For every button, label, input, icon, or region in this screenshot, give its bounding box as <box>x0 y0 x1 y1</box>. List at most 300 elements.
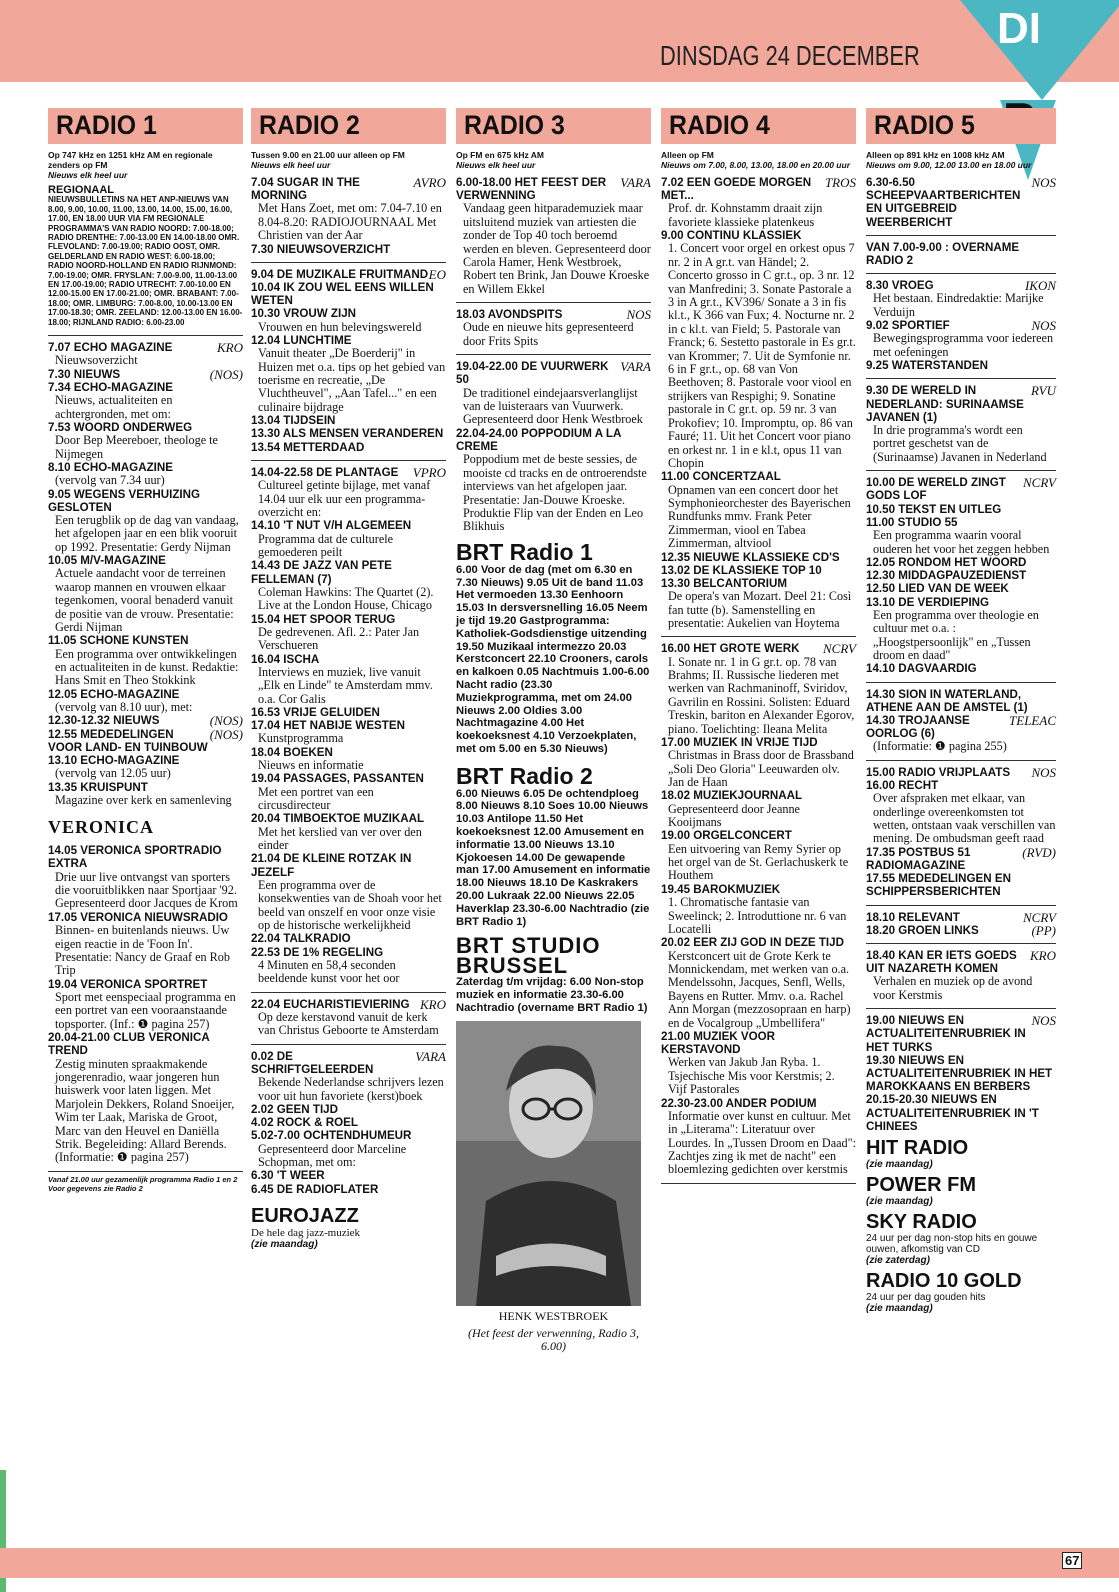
program-description: Binnen- en buitenlands nieuws. Uw eigen reactie in de 'Foon In'. Presentatie: Nancy de Graaf en Rob Trip <box>55 923 230 978</box>
program-title-text: 22.04 TALKRADIO <box>251 932 351 946</box>
program-description: Een uitvoering van Remy Syrier op het orgel van de St. Gerlachuskerk te Houthem <box>668 841 849 883</box>
program-description: Gepresenteerd door Jeanne Kooijmans <box>668 801 800 830</box>
divider <box>866 378 1056 379</box>
program-title <box>251 519 446 532</box>
program-description: Poppodium met de beste sessies, de mooiste cd tracks en de ontroerendste interviews van het afgelopen jaar. Presentatie: Jan-Douwe Kroeske. Produktie Flip van der Enden en Leo Blikhuis <box>463 452 647 534</box>
program-title <box>48 728 243 754</box>
program-description: Een programma over de konsekwenties van de Shoah voor het beeld van onszelf en voor onze visie op de historische werkelijkheid <box>258 877 442 933</box>
radio4-header <box>661 108 856 144</box>
veronica-logo: VERONICA <box>48 817 155 838</box>
program-title <box>866 476 1056 502</box>
radio1-note-text: Op 747 kHz en 1251 kHz AM en regionale zenders op FM <box>48 150 213 170</box>
program-title <box>866 503 1056 516</box>
program-title <box>661 564 856 577</box>
program-item <box>48 978 243 1031</box>
program-item <box>866 569 1056 582</box>
program-title-text: 18.20 GROEN LINKS <box>866 923 979 937</box>
program-title <box>251 1183 446 1196</box>
program-title <box>48 844 243 870</box>
program-item <box>661 829 856 882</box>
program-title-text: 7.02 EEN GOEDE MORGEN MET... <box>661 176 812 203</box>
program-description: Coleman Hawkins: The Quartet (2). Live at the London House, Chicago <box>258 584 434 613</box>
broadcaster-label: (NOS) <box>209 726 243 742</box>
program-item <box>251 1116 446 1129</box>
program-description: (Informatie: ❶ pagina 255) <box>873 739 1007 754</box>
broadcaster-label: (NOS) <box>209 366 243 382</box>
program-description: 1. Concert voor orgel en orkest opus 7 nr. 2 in A gr.t. van Händel; 2. Concerto grosso in C gr.t., op. 3 nr. 12 van Manfredini; 3. Sonate Pastorale a 3 in A gr.t., KV396/ Sonate a 3 in fis kl.t., K 366 van Fux; 4. Nocturne nr. 2 in c kl.t. van Field; 5. Pastorale van Franck; 6. Sestetto pastorale in Es gr.t. van Krommer; 7. Uit de Symfonie nr. 6 in F gr.t., op. 68 van Von Beethoven; 8. Pastorale voor viool en strijkers van Respighi; 9. Sonatine pastorale in C gr.t. op. 59 nr. 3 van Prokofiev; 10. Impromptu, op. 86 van Fauré; 11. Uit het Concert voor piano en orkest nr. 1 in e kl.t, opus 11 van Chopin <box>668 241 856 470</box>
program-title-text: 22.53 DE 1% REGELING <box>251 945 384 959</box>
program-item <box>866 688 1056 714</box>
divider <box>866 273 1056 274</box>
program-item <box>866 279 1056 319</box>
program-title-text: 12.30-12.32 NIEUWS <box>48 714 160 728</box>
program-title <box>251 441 446 454</box>
program-description: De traditionel eindejaarsverlanglijst van de luisteraars van Vuurwerk. Gepresenteerd door Henk Westbroek <box>463 385 643 427</box>
program-title <box>251 772 446 785</box>
radio3-title: RADIO 3 <box>464 110 565 140</box>
radio3-note <box>456 150 651 170</box>
program-title <box>866 766 1056 779</box>
program-title-text: 22.30-23.00 ANDER PODIUM <box>661 1096 817 1110</box>
program-title-text: 20.15-20.30 NIEUWS EN ACTUALITEITENRUBRIEK IN 'T CHINEES <box>866 1093 1039 1133</box>
program-description: Informatie over kunst en cultuur. Met in „Literama": Literatuur over Lourdes. In „Tussen Droom en Daad": Zachtjes zing ik met de nacht" een bloemlezing gedichten over kerstmis <box>668 1108 856 1177</box>
divider <box>251 1044 446 1045</box>
broadcaster-label: NOS <box>1031 764 1056 780</box>
program-title-text: 12.05 RONDOM HET WOORD <box>866 555 1027 569</box>
program-title <box>866 949 1056 975</box>
broadcaster-label: NCRV <box>1023 909 1056 925</box>
program-title-text: 6.30-6.50 SCHEEPVAARTBERICHTEN EN UITGEBREID WEERBERICHT <box>866 176 1021 229</box>
radio3-column <box>456 108 651 1353</box>
program-title-text: 16.53 VRIJE GELUIDEN <box>251 705 380 719</box>
program-item <box>48 381 243 421</box>
radio2-header <box>251 108 446 144</box>
program-title <box>866 1093 1056 1133</box>
program-item <box>251 1183 446 1196</box>
page-date: DINSDAG 24 DECEMBER <box>660 40 920 71</box>
program-title-text: 10.00 DE WERELD ZINGT GODS LOF <box>866 476 1006 503</box>
radio2-note-sub: Nieuws elk heel uur <box>251 160 331 170</box>
radio4-note-sub: Nieuws om 7.00, 8.00, 13.00, 18.00 en 20.00 uur <box>661 160 850 170</box>
program-item <box>866 476 1056 502</box>
program-title-text: 16.00 HET GROTE WERK <box>661 642 800 656</box>
program-title-text: 10.04 IK ZOU WEL EENS WILLEN WETEN <box>251 281 434 308</box>
program-item <box>251 772 446 812</box>
power-fm-sub: (zie maandag) <box>866 1196 933 1208</box>
program-item <box>866 662 1056 675</box>
program-title-text: 20.02 EER ZIJ GOD IN DEZE TIJD <box>661 936 844 950</box>
program-item <box>48 421 243 461</box>
program-item <box>661 176 856 229</box>
program-title-text: 17.04 HET NABIJE WESTEN <box>251 719 405 733</box>
program-title <box>661 470 856 483</box>
divider <box>661 1183 856 1184</box>
radio5-note <box>866 150 1056 170</box>
program-item <box>661 564 856 577</box>
broadcaster-label: NOS <box>1031 175 1056 190</box>
program-title <box>456 427 651 453</box>
program-item <box>866 516 1056 556</box>
program-title-text: 13.10 ECHO-MAGAZINE <box>48 754 180 768</box>
radio3-header <box>456 108 651 144</box>
radio4-note-text: Alleen op FM <box>661 150 714 160</box>
radio4-column <box>661 108 856 1189</box>
program-title-text: 20.04 TIMBOEKTOE MUZIKAAL <box>251 812 425 826</box>
radio4-note <box>661 150 856 170</box>
radio10-title: RADIO 10 GOLD <box>866 1270 1022 1293</box>
broadcaster-label: VARA <box>620 359 651 375</box>
program-description: Magazine over kerk en samenleving <box>55 792 232 807</box>
program-title-text: 19.04-22.00 DE VUURWERK 50 <box>456 360 609 387</box>
program-title <box>251 946 446 959</box>
program-description: Bekende Nederlandse schrijvers lezen voor uit hun favoriete (kerst)boek <box>258 1075 444 1103</box>
program-title <box>661 789 856 802</box>
divider <box>866 1008 1056 1009</box>
program-item <box>456 176 651 296</box>
radio4-title: RADIO 4 <box>669 110 770 140</box>
program-title <box>866 662 1056 675</box>
program-description: Prof. dr. Kohnstamm draait zijn favoriete klassieke platenkeus <box>668 201 823 229</box>
program-item <box>661 883 856 936</box>
program-title <box>661 1030 856 1056</box>
program-item <box>866 359 1056 372</box>
program-item <box>251 243 446 256</box>
program-title-text: 17.00 MUZIEK IN VRIJE TIJD <box>661 736 818 750</box>
program-title-text: 20.04-21.00 CLUB VERONICA TREND <box>48 1031 210 1058</box>
program-title-text: 10.05 M/V-MAGAZINE <box>48 554 166 568</box>
radio5-title: RADIO 5 <box>874 110 975 140</box>
program-description: Op deze kerstavond vanuit de kerk van Christus Geboorte te Amsterdam <box>258 1009 439 1038</box>
broadcaster-label: VARA <box>620 175 651 190</box>
radio5-column <box>866 108 1056 1314</box>
broadcaster-label: EO <box>428 266 446 282</box>
program-title-text: 19.00 NIEUWS EN ACTUALITEITENRUBRIEK IN HET TURKS <box>866 1014 1026 1054</box>
program-title-text: 19.04 VERONICA SPORTRET <box>48 977 208 991</box>
divider <box>456 302 651 303</box>
program-title-text: 17.05 VERONICA NIEUWSRADIO <box>48 910 228 924</box>
divider <box>661 636 856 637</box>
program-title <box>251 653 446 666</box>
program-description: Oude en nieuwe hits gepresenteerd door Frits Spits <box>463 320 634 348</box>
program-description: Nieuws, actualiteiten en achtergronden, met om: <box>55 393 173 421</box>
program-title <box>456 176 651 202</box>
program-item <box>48 368 243 381</box>
program-description: Een terugblik op de dag van vandaag, het afgelopen jaar en een blik vooruit op 1992. Presentatie: Gerdy Nijman <box>55 512 239 554</box>
program-title-text: 17.35 POSTBUS 51 RADIOMAGAZINE <box>866 845 971 872</box>
program-description: I. Sonate nr. 1 in G gr.t. op. 78 van Brahms; II. Russische liederen met werken van Rachmaninoff, Sviridov, Gavrilin en Rossini. Solisten: Eduard Treskin, bariton en Alexander Egorov, piano. Toelichting: Ileana Melita <box>668 654 855 736</box>
program-title <box>48 781 243 794</box>
program-title-text: 10.50 TEKST EN UITLEG <box>866 502 1002 516</box>
program-title-text: 9.05 WEGENS VERHUIZING GESLOTEN <box>48 487 201 514</box>
program-title-text: 14.10 'T NUT V/H ALGEMEEN <box>251 519 412 533</box>
program-item <box>866 872 1056 898</box>
divider <box>866 682 1056 683</box>
program-title-text: 14.04-22.58 DE PLANTAGE <box>251 465 399 479</box>
program-title-text: 15.00 RADIO VRIJPLAATS <box>866 765 1011 779</box>
program-title <box>866 924 1056 937</box>
program-item <box>251 441 446 454</box>
divider <box>251 262 446 263</box>
program-title-text: 7.30 NIEUWSOVERZICHT <box>251 242 391 256</box>
program-description: Met Hans Zoet, met om: 7.04-7.10 en 8.04-8.20: RADIOJOURNAAL Met Christien van der Aar <box>258 201 442 243</box>
program-title-text: 18.03 AVONDSPITS <box>456 308 563 322</box>
program-title <box>48 1031 243 1057</box>
sky-radio-title: SKY RADIO <box>866 1211 977 1234</box>
program-title-text: 0.02 DE SCHRIFTGELEERDEN <box>251 1049 374 1076</box>
program-title-text: 11.00 CONCERTZAAL <box>661 470 781 484</box>
program-description: Interviews en muziek, live vanuit „Elk en Linde" te Amsterdam mmv. o.a. Cor Galis <box>258 664 433 706</box>
broadcaster-label: NCRV <box>823 641 856 657</box>
program-title-text: 8.10 ECHO-MAGAZINE <box>48 460 173 474</box>
program-title <box>48 488 243 514</box>
brt1-schedule: 6.00 Voor de dag (met om 6.30 en 7.30 Nieuws) 9.05 Uit de band 11.03 Het vermoeden 13.30 Eenhoorn 15.03 In dersversnelling 16.05 Neem je tijd 19.20 Gastprogramma: Katholiek-Godsdienstige uitzending 19.50 Muzikaal intermezzo 20.03 Kerstconcert 22.10 Crooners, carols en kalkoen 0.05 Nachtmuis 1.00-6.00 Nacht radio (23.30 Muziekprogramma, met om 24.00 Nieuws 2.00 Oldies 3.00 Nachtmagazine 4.00 Het koekoeksnest 4.10 Verzoekplaten, met om 5.00 en 5.30 Nieuws) <box>456 563 650 755</box>
program-item <box>251 559 446 612</box>
program-title-text: 12.05 ECHO-MAGAZINE <box>48 687 180 701</box>
program-description: (vervolg van 12.05 uur) <box>55 766 171 781</box>
radio3-note-sub: Nieuws elk heel uur <box>456 160 536 170</box>
program-title-text: 6.45 DE RADIOFLATER <box>251 1182 379 1196</box>
program-item <box>866 766 1056 779</box>
program-title-text: 7.34 ECHO-MAGAZINE <box>48 380 173 394</box>
program-item <box>48 688 243 715</box>
radio1-bottom-note: Vanaf 21.00 uur gezamenlijk programma Radio 1 en 2 Voor gegevens zie Radio 2 <box>48 1171 243 1193</box>
radio1-column <box>48 108 243 1193</box>
program-description: Werken van Jakub Jan Ryba. 1. Tsjechische Mis voor Kerstmis; 2. Vijf Pastorales <box>668 1055 835 1097</box>
veronica-programs <box>48 844 243 1165</box>
divider <box>866 470 1056 471</box>
program-item <box>866 582 1056 595</box>
program-item <box>866 779 1056 846</box>
program-title-text: 22.04 EUCHARISTIEVIERING <box>251 997 410 1011</box>
program-item <box>251 998 446 1038</box>
program-title-text: 13.35 KRUISPUNT <box>48 780 148 794</box>
program-description: Met het kerslied van ver over den einder <box>258 824 422 853</box>
program-title-text: 9.25 WATERSTANDEN <box>866 359 988 373</box>
program-title-text: 18.02 MUZIEKJOURNAAL <box>661 789 803 803</box>
program-title-text: 13.10 DE VERDIEPING <box>866 595 990 609</box>
program-title <box>48 368 243 381</box>
program-item <box>866 1014 1056 1054</box>
footer-band <box>0 1548 1119 1578</box>
program-description: Opnamen van een concert door het Symphonieorchester des Bayerischen Rundfunks mmv. Frank Peter Zimmerman, viool en Tabea Zimmerman, altviool <box>668 482 851 551</box>
studio-brussel-schedule: Zaterdag t/m vrijdag: 6.00 Non-stop muziek en informatie 23.30-6.00 Nachtradio (overname BRT Radio 1) <box>456 976 648 1015</box>
program-item <box>866 176 1056 229</box>
radio5-header <box>866 108 1056 144</box>
program-description: Christmas in Brass door de Brassband „Soli Deo Gloria" Leeuwarden olv. Jan de Haan <box>668 748 854 790</box>
program-description: Een programma waarin vooral ouderen het voor het zeggen hebben <box>873 528 1050 556</box>
program-title <box>251 1116 446 1129</box>
program-item <box>866 503 1056 516</box>
program-title <box>251 812 446 825</box>
program-title <box>661 551 856 564</box>
program-description: Actuele aandacht voor de terreinen waarop mannen en vrouwen elkaar tegenkomen, vooral benaderd vanuit de positie van de vrouw. Presentatie: Gerdi Nijman <box>55 566 234 634</box>
program-item <box>48 754 243 781</box>
program-title <box>866 911 1056 924</box>
program-description: Nieuws en informatie <box>258 758 364 772</box>
portrait-illustration <box>456 1021 641 1306</box>
program-title <box>251 998 446 1011</box>
photo-caption: HENK WESTBROEK <box>498 1308 609 1323</box>
program-item <box>251 427 446 440</box>
program-item <box>456 308 651 348</box>
brt1-title: BRT Radio 1 <box>456 538 593 565</box>
divider <box>866 235 1056 236</box>
program-item <box>661 1097 856 1177</box>
program-description: Kunstprogramma <box>258 731 344 746</box>
program-title-text: 4.02 ROCK & ROEL <box>251 1116 358 1130</box>
power-fm-title: POWER FM <box>866 1174 976 1197</box>
program-item <box>661 577 856 630</box>
program-description: Over afspraken met elkaar, van onderlinge overeenkomsten tot wetten, ontstaan vaak verschillen van mening. De ombudsman geeft raad <box>873 791 1056 846</box>
program-title-text: 18.10 RELEVANT <box>866 910 960 924</box>
program-title <box>661 642 856 655</box>
radio3-note-text: Op FM en 675 kHz AM <box>456 150 545 160</box>
program-title-text: 9.30 DE WERELD IN NEDERLAND: SURINAAMSE JAVANEN (1) <box>866 384 1024 424</box>
program-title <box>251 1129 446 1142</box>
program-item <box>48 554 243 634</box>
program-item <box>251 1129 446 1169</box>
program-title-text: 6.30 'T WEER <box>251 1169 325 1183</box>
program-title-text: 13.04 TIJDSEIN <box>251 414 336 428</box>
program-title-text: 10.30 VROUW ZIJN <box>251 307 357 321</box>
program-title-text: 17.55 MEDEDELINGEN EN SCHIPPERSBERICHTEN <box>866 872 1011 899</box>
photo-caption-sub: (Het feest der verwenning, Radio 3, 6.00) <box>468 1325 639 1353</box>
brt2-title: BRT Radio 2 <box>456 762 593 789</box>
program-title <box>866 846 1056 872</box>
eurojazz-text: De hele dag jazz-muziek <box>251 1226 361 1239</box>
program-title-text: 9.04 DE MUZIKALE FRUITMAND <box>251 267 429 281</box>
broadcaster-label: (NOS) <box>209 713 243 729</box>
program-title-text: 19.30 NIEUWS EN ACTUALITEITENRUBRIEK IN HET MAROKKAANS EN BERBERS <box>866 1053 1053 1094</box>
program-title-text: 12.55 MEDEDELINGEN VOOR LAND- EN TUINBOUW <box>48 727 208 754</box>
eurojazz-title: EUROJAZZ <box>251 1204 359 1227</box>
program-title-text: 21.04 DE KLEINE ROTZAK IN JEZELF <box>251 852 412 879</box>
program-description: De opera's van Mozart. Deel 21: Così fan tutte (b). Samenstelling en presentatie: Aukelien van Hoytema <box>668 589 852 630</box>
program-item <box>48 341 243 368</box>
radio1-note-sub: Nieuws elk heel uur <box>48 170 128 180</box>
program-item <box>48 714 243 727</box>
program-title-text: 19.45 BAROKMUZIEK <box>661 882 781 896</box>
program-item <box>866 1054 1056 1094</box>
program-title-text: 12.50 LIED VAN DE WEEK <box>866 582 1009 596</box>
program-item <box>661 470 856 550</box>
program-title <box>866 359 1056 372</box>
program-title <box>661 176 856 202</box>
program-item <box>661 1030 856 1097</box>
broadcaster-label: KRO <box>420 996 446 1012</box>
program-title <box>866 1014 1056 1054</box>
program-description: Vanuit theater „De Boerderij" in Huizen met o.a. tips op het gebied van toerisme en recreatie, „De Vluchtheuvel", „Aan Tafel..." en een culinaire bijdrage <box>258 346 446 414</box>
program-title-text: 12.30 MIDDAGPAUZEDIENST <box>866 569 1027 583</box>
program-item <box>251 307 446 334</box>
broadcaster-label: KRO <box>217 340 243 356</box>
program-title <box>661 936 856 949</box>
program-title <box>866 176 1056 229</box>
program-description: Drie uur live ontvangst van sporters die vooruitblikken naar Sportjaar '92. Gepresenteerd door Jacques de Krom <box>55 869 238 911</box>
program-item <box>456 360 651 427</box>
program-item <box>251 1050 446 1103</box>
program-title-text: 13.30 ALS MENSEN VERANDEREN <box>251 427 444 441</box>
program-description: Nieuwsoverzicht <box>55 353 138 368</box>
divider <box>456 354 651 355</box>
radio2-note-text: Tussen 9.00 en 21.00 uur alleen op FM <box>251 150 405 160</box>
program-title <box>251 613 446 626</box>
program-title-text: 14.30 SION IN WATERLAND, ATHENE AAN DE AMSTEL (1) <box>866 687 1028 714</box>
program-title <box>48 714 243 727</box>
program-item <box>866 241 1056 267</box>
program-title <box>48 978 243 991</box>
broadcaster-label: NOS <box>626 307 651 323</box>
radio5-note-text: Alleen op 891 kHz en 1008 kHz AM <box>866 150 1005 160</box>
program-description: Gepresenteerd door Marceline Schopman, met om: <box>258 1141 407 1169</box>
program-description: Met een portret van een circusdirecteur <box>258 784 374 813</box>
header-band <box>0 0 1119 82</box>
studio-brussel-title: BRT STUDIO BRUSSEL <box>456 933 601 979</box>
program-title-text: 9.00 CONTINU KLASSIEK <box>661 229 802 243</box>
program-description: (vervolg van 7.34 uur) <box>55 473 165 488</box>
radio5-note-sub: Nieuws om 9.00, 12.00 13.00 en 18.00 uur <box>866 160 1032 170</box>
program-item <box>251 812 446 852</box>
program-description: (vervolg van 8.10 uur), met: <box>55 700 193 715</box>
broadcaster-label: TROS <box>824 175 856 190</box>
program-item <box>251 268 446 281</box>
regional-text: NIEUWSBULLETINS NA HET ANP-NIEUWS VAN 8.00, 9.00, 10.00, 11.00, 13.00, 14.00, 15.00, 16.00, 17.00, EN 18.00 UUR VIA FM REGIONALE PROGRAMMA'S VAN RADIO NOORD: 7.00-18.00; RADIO DRENTHE: 7.00-13.00 EN 14.00-18.00 OMR. FLEVOLAND: 7.00-19.00; RADIO OOST, OMR. GELDERLAND EN RADIO WEST: 6.00-18.00; RADIO NOORD-HOLLAND EN RADIO RIJNMOND: 7.00-19.00; OMR. FRYSLAN: 7.00-9.00, 11.00-13.00 EN 17.00-19.00; RADIO UTRECHT: 7.00-10.00 EN 12.00-15.00 EN 17.00-21.00; OMR. BRABANT: 7.00-18.00; OMR. LIMBURG: 7.00-8.00, 10.00-13.00 EN 17.00-18.30; OMR. ZEELAND: 12.00-13.00 EN 16.00-18.00; RIJNLAND RADIO: 6.00-23.00 <box>48 195 243 327</box>
sky-radio-sub: (zie zaterdag) <box>866 1255 930 1267</box>
program-item <box>866 911 1056 924</box>
program-item <box>251 653 446 706</box>
program-title-text: 11.05 SCHONE KUNSTEN <box>48 634 189 648</box>
program-item <box>48 781 243 808</box>
program-item <box>251 932 446 945</box>
hit-radio-title: HIT RADIO <box>866 1137 969 1160</box>
program-title-text: 7.30 NIEUWS <box>48 367 121 381</box>
radio2-column <box>251 108 446 1250</box>
program-title <box>866 556 1056 569</box>
program-title-text: 18.04 BOEKEN <box>251 745 333 759</box>
program-title <box>866 241 1056 267</box>
program-title-text: 9.02 SPORTIEF <box>866 319 950 333</box>
program-item <box>866 1093 1056 1133</box>
program-item <box>866 596 1056 663</box>
broadcaster-label: (RVD) <box>1022 844 1056 860</box>
program-item <box>48 634 243 687</box>
program-title-text: 21.00 MUZIEK VOOR KERSTAVOND <box>661 1029 776 1057</box>
radio1-header <box>48 108 243 144</box>
broadcaster-label: KRO <box>1030 948 1056 964</box>
program-item <box>251 1169 446 1182</box>
program-title-text: 14.10 DAGVAARDIG <box>866 662 977 676</box>
program-title <box>251 176 446 202</box>
program-title-text: 13.54 METTERDAAD <box>251 440 365 454</box>
radio2-programs <box>251 176 446 1196</box>
program-title-text: 13.30 BELCANTORIUM <box>661 576 788 590</box>
program-item <box>48 844 243 911</box>
program-item <box>48 911 243 978</box>
broadcaster-label: VARA <box>415 1048 446 1064</box>
program-item <box>866 846 1056 872</box>
program-title <box>661 1097 856 1110</box>
program-description: Cultureel getinte bijlage, met vanaf 14.04 uur elk uur een programma-overzicht en: <box>258 478 431 519</box>
program-description: Verhalen en muziek op de avond voor Kerstmis <box>873 974 1033 1002</box>
day-abbreviation: DI <box>997 4 1041 53</box>
broadcaster-label: NOS <box>1031 318 1056 334</box>
program-item <box>661 642 856 736</box>
program-item <box>48 728 243 754</box>
program-title-text: 16.00 RECHT <box>866 778 939 792</box>
divider <box>48 335 243 336</box>
program-item <box>866 924 1056 937</box>
program-description: De gedrevenen. Afl. 2.: Pater Jan Verschueren <box>258 624 420 653</box>
